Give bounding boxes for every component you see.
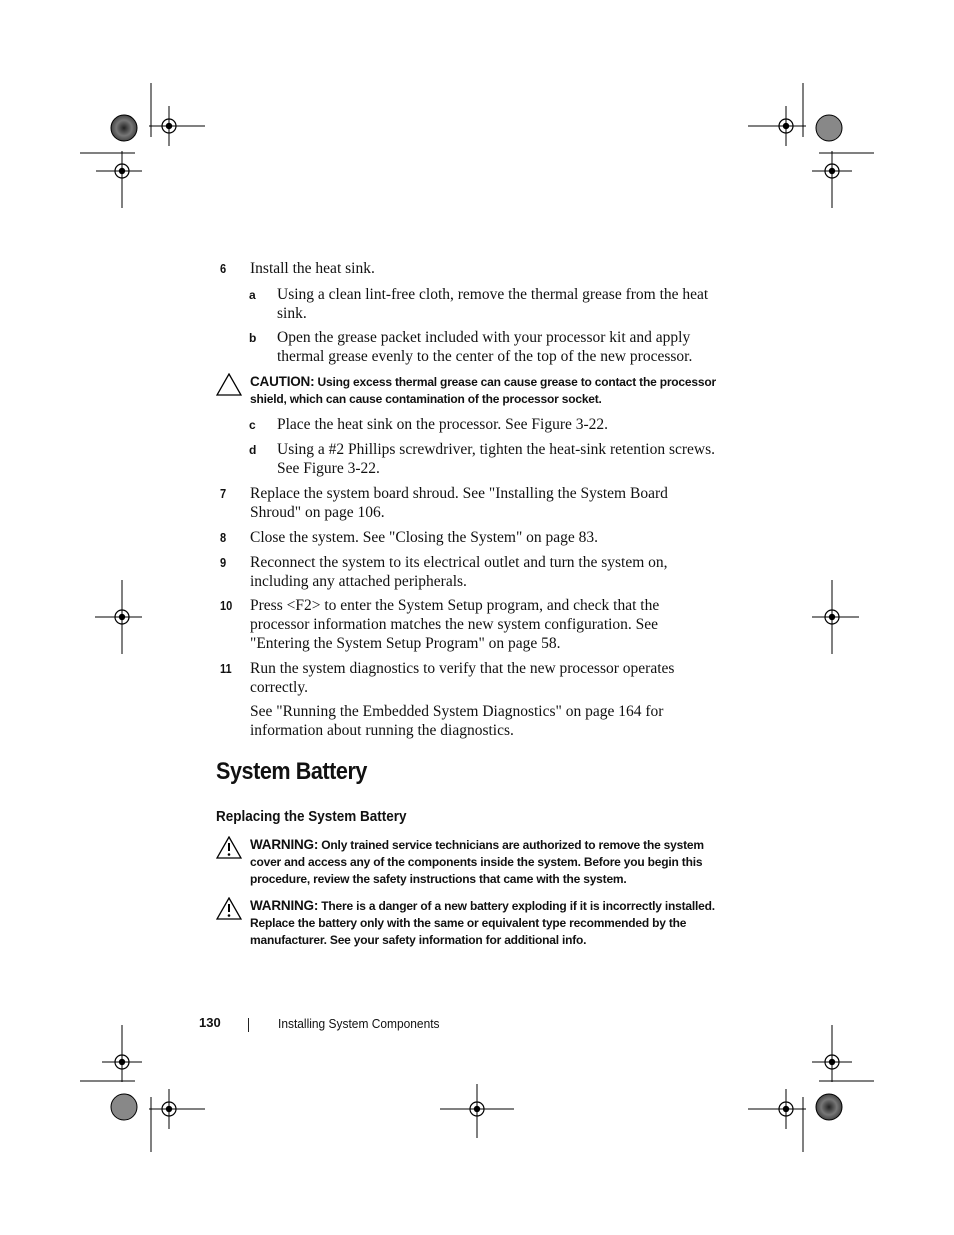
crop-mark-bottom-right [748,1025,874,1152]
step-number: 8 [220,530,227,545]
caution-label: CAUTION: [250,374,315,389]
page-number: 130 [199,1015,221,1030]
footer-divider [248,1018,249,1032]
crop-mark-bottom-center [440,1084,514,1138]
substep-letter: a [249,288,256,302]
warning-text: Only trained service technicians are authorized to remove the system cover and access any of the components inside the system. Before you begin this procedure, review the safety instructions that came with the system. [250,838,704,886]
substep-letter: d [249,443,257,457]
step-text: See "Running the Embedded System Diagnostics" on page 164 for information about running the diagnostics. [250,703,664,739]
substep-text: Place the heat sink on the processor. See Figure 3-22. [277,416,609,433]
step-number: 10 [220,598,233,613]
step-text: Replace the system board shroud. See "Installing the System Board Shroud" on page 106. [250,485,668,521]
crop-mark-bottom-left [80,1025,205,1152]
warning-body [250,836,720,888]
footer-chapter: Installing System Components [278,1016,440,1031]
warning-body [250,897,720,949]
substep-letter: c [249,418,256,432]
caution-body [250,373,720,408]
warning-text: There is a danger of a new battery exploding if it is incorrectly installed. Replace the battery only with the same or equivalent type recommended by the manufacturer. See your safety information for additional info. [250,899,715,947]
step-text: Press <F2> to enter the System Setup program, and check that the processor information matches the new system configuration. See "Entering the System Setup Program" on page 58. [250,597,660,652]
crop-mark-top-right [748,83,874,208]
step-number: 7 [220,486,227,501]
substep-text: Using a #2 Phillips screwdriver, tighten the heat-sink retention screws. See Figure 3-22. [277,441,716,477]
step-text: Install the heat sink. [250,260,375,277]
warning-icon [216,897,242,920]
step-text: Run the system diagnostics to verify that the new processor operates correctly. [250,660,675,696]
substep-text: Open the grease packet included with your processor kit and apply thermal grease evenly to the center of the top of the new processor. [277,329,693,365]
warning-label: WARNING: [250,837,319,852]
step-text: Close the system. See "Closing the System" on page 83. [250,529,599,546]
step-text: Reconnect the system to its electrical outlet and turn the system on, including any attached peripherals. [250,554,668,590]
warning-icon [216,836,242,859]
section-title: System Battery [216,758,367,785]
caution-icon [216,373,242,396]
substep-text: Using a clean lint-free cloth, remove the thermal grease from the heat sink. [277,286,709,322]
substep-letter: b [249,331,257,345]
crop-mark-top-left [80,83,205,208]
warning-label: WARNING: [250,898,319,913]
step-number: 6 [220,261,227,276]
section-subtitle: Replacing the System Battery [216,808,407,825]
step-number: 11 [220,661,232,676]
caution-text: Using excess thermal grease can cause grease to contact the processor shield, which can cause contamination of the processor socket. [250,375,716,406]
step-number: 9 [220,555,227,570]
